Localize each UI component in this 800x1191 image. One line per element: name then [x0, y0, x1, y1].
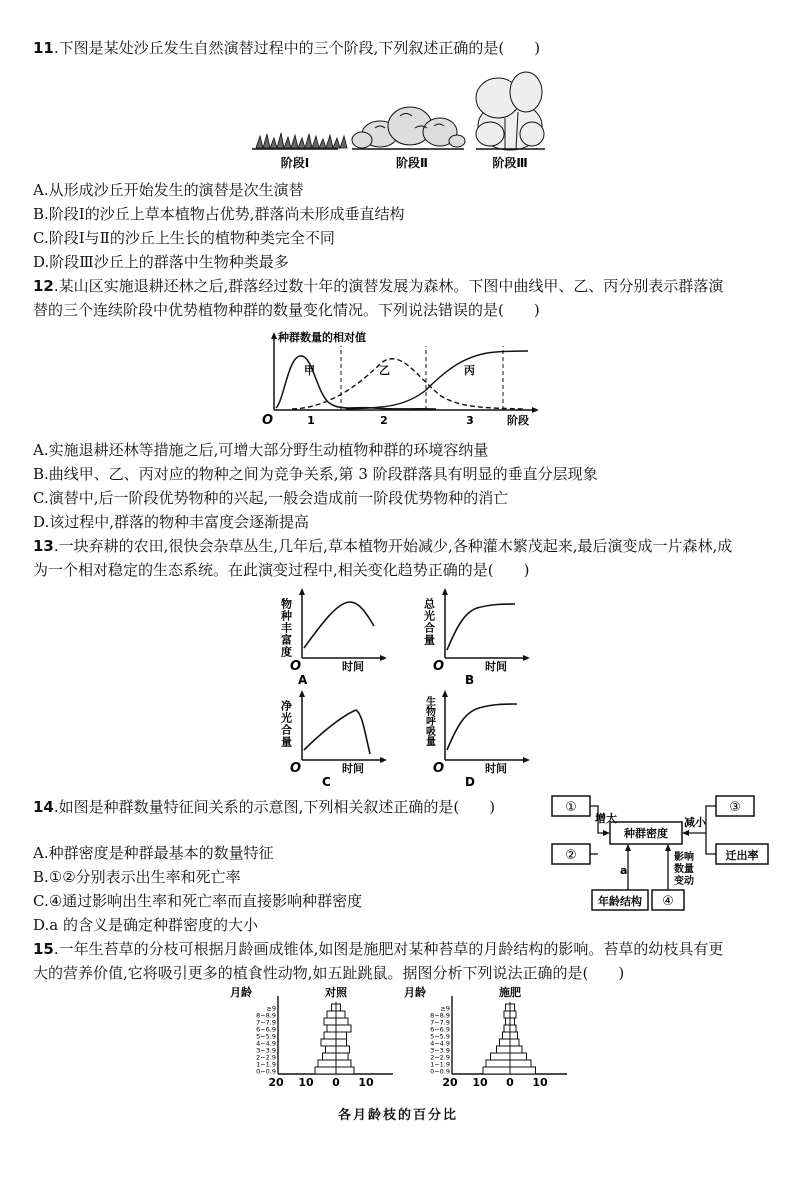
q13-graph-b	[422, 586, 535, 687]
q11-stages-figure	[250, 68, 550, 174]
q15-fertilized-age-label: 4~4.9	[430, 1039, 450, 1048]
q13-graph-a	[279, 586, 392, 687]
q15-fertilized-age-label: 3~3.9	[430, 1046, 450, 1055]
q15-fertilized-tick: 20	[442, 1076, 458, 1089]
svg-text:影响: 影响	[674, 852, 694, 863]
q15-control-bar	[326, 1046, 350, 1053]
q12-tick-2: 2	[380, 414, 388, 427]
svg-text:O: O	[290, 659, 302, 674]
q15-control-age-label: 5~5.9	[256, 1032, 276, 1041]
q15-control-tick: 0	[332, 1076, 340, 1089]
q15-control-bar	[321, 1039, 347, 1046]
q15-stem-line2: 大的营养价值,它将吸引更多的植食性动物,如五趾跳鼠。据图分析下列说法正确的是( )	[33, 964, 625, 982]
q15-control-ylabel: 月龄	[230, 986, 252, 999]
q14-emigration: 迁出率	[725, 849, 759, 862]
q15-fertilized-bar	[491, 1053, 527, 1060]
q15-control-age-label: 2~2.9	[256, 1053, 276, 1062]
q15-control-tick: 10	[358, 1076, 374, 1089]
svg-text:变动: 变动	[674, 876, 694, 887]
q15-control-title: 对照	[325, 986, 347, 999]
q12-option-b: B.曲线甲、乙、丙对应的物种之间为竞争关系,第 3 阶段群落具有明显的垂直分层现象	[33, 465, 598, 483]
q15-fertilized-bar	[486, 1060, 531, 1067]
q12-origin: O	[262, 413, 274, 428]
q13-stem-line2: 为一个相对稳定的生态系统。在此演变过程中,相关变化趋势正确的是( )	[33, 561, 530, 579]
q15-pyramid-fertilized	[402, 988, 572, 1092]
q14-age: 年龄结构	[598, 895, 642, 908]
q15-fertilized-tick: 10	[472, 1076, 488, 1089]
q15-fertilized-title: 施肥	[499, 986, 521, 999]
q14-option-c: C.④通过影响出生率和死亡率而直接影响种群密度	[33, 892, 363, 910]
q15-stem-line1: 15.一年生苔草的分枝可根据月龄画成锥体,如图是施肥对某种苔草的月龄结构的影响。苔草的幼枝具有更	[33, 940, 724, 958]
q11-option-c: C.阶段Ⅰ与Ⅱ的沙丘上生长的植物种类完全不同	[33, 229, 335, 247]
q11-stem: 11.下图是某处沙丘发生自然演替过程中的三个阶段,下列叙述正确的是( )	[33, 39, 541, 57]
q15-control-age-label: 7~7.9	[256, 1018, 276, 1027]
stage3-label: 阶段Ⅲ	[492, 156, 528, 170]
q15-fertilized-age-label: 1~1.9	[430, 1060, 450, 1069]
q15-control-bar	[318, 1060, 351, 1067]
q15-fertilized-tick: 0	[506, 1076, 514, 1089]
stage1-label: 阶段Ⅰ	[280, 156, 310, 170]
q15-fertilized-bar	[483, 1067, 536, 1074]
q12-curve-jia	[276, 356, 436, 409]
q13-graph-d-label: D	[465, 775, 475, 789]
q15-control-age-label: 1~1.9	[256, 1060, 276, 1069]
q12-label-jia: 甲	[304, 364, 315, 377]
stage3-forest-drawing	[476, 72, 545, 150]
q13-stem-line1: 13.一块弃耕的农田,很快会杂草丛生,几年后,草本植物开始减少,各种灌木繁茂起来,最后演变成一片森林,成	[33, 537, 733, 555]
svg-text:总光合量: 总光合量	[422, 598, 436, 646]
q15-fertilized-ylabel: 月龄	[404, 986, 426, 999]
q14-center: 种群密度	[624, 827, 668, 840]
svg-text:时间: 时间	[342, 762, 364, 775]
q15-fertilized-age-label: 2~2.9	[430, 1053, 450, 1062]
q12-curve-bing	[346, 351, 528, 409]
stage2-label: 阶段Ⅱ	[396, 156, 428, 170]
q15-control-age-label: ≥9	[266, 1004, 276, 1013]
q15-control-age-label: 6~6.9	[256, 1025, 276, 1034]
q15-control-age-label: 0~0.9	[256, 1067, 276, 1076]
q12-option-d: D.该过程中,群落的物种丰富度会逐渐提高	[33, 513, 310, 531]
svg-text:时间: 时间	[485, 660, 507, 673]
q15-control-tick: 10	[298, 1076, 314, 1089]
svg-text:O: O	[290, 761, 302, 776]
q12-stem-line2: 替的三个连续阶段中优势植物种群的数量变化情况。下列说法错误的是( )	[33, 301, 540, 319]
svg-text:时间: 时间	[342, 660, 364, 673]
q14-a: a	[620, 864, 628, 877]
q15-caption: 各月龄枝的百分比	[338, 1108, 459, 1123]
q15-pyramid-control	[228, 988, 398, 1092]
q13-graph-c	[279, 688, 392, 789]
stage1-grass-drawing	[252, 133, 347, 149]
q12-succession-chart	[256, 328, 546, 428]
q12-curve-yi	[292, 359, 526, 409]
q12-option-c: C.演替中,后一阶段优势物种的兴起,一般会造成前一阶段优势物种的消亡	[33, 489, 509, 507]
q11-option-d: D.阶段Ⅲ沙丘上的群落中生物种类最多	[33, 253, 289, 271]
q14-option-b: B.①②分别表示出生率和死亡率	[33, 868, 241, 886]
q12-label-yi: 乙	[379, 364, 390, 377]
q15-control-bar	[327, 1025, 351, 1032]
q15-control-age-label: 4~4.9	[256, 1039, 276, 1048]
q15-control-tick: 20	[268, 1076, 284, 1089]
q15-control-bar	[323, 1053, 349, 1060]
q13-graph-d	[425, 688, 535, 788]
q12-option-a: A.实施退耕还林等措施之后,可增大部分野生动植物种群的环境容纳量	[33, 441, 489, 459]
q14-increase: 增大	[595, 812, 617, 825]
q14-option-a: A.种群密度是种群最基本的数量特征	[33, 844, 274, 862]
q15-fertilized-tick: 10	[532, 1076, 548, 1089]
q12-stem-line1: 12.某山区实施退耕还林之后,群落经过数十年的演替发展为森林。下图中曲线甲、乙、丙分别表示群落演	[33, 277, 724, 295]
stage2-shrubs-drawing	[352, 107, 465, 149]
q15-fertilized-age-label: ≥9	[440, 1004, 450, 1013]
q15-fertilized-age-label: 7~7.9	[430, 1018, 450, 1027]
q12-tick-3: 3	[466, 414, 474, 427]
q13-graph-c-label: C	[322, 775, 331, 789]
q14-box4: ④	[662, 894, 674, 909]
q14-box2: ②	[565, 848, 577, 863]
q13-graph-a-label: A	[298, 673, 308, 687]
svg-text:生物呼吸量: 生物呼吸量	[423, 696, 435, 746]
q14-decrease: 减小	[684, 816, 706, 829]
q11-option-a: A.从形成沙丘开始发生的演替是次生演替	[33, 181, 304, 199]
q15-fertilized-age-label: 0~0.9	[430, 1067, 450, 1076]
q11-option-b: B.阶段Ⅰ的沙丘上草本植物占优势,群落尚未形成垂直结构	[33, 205, 405, 223]
q14-box3: ③	[729, 800, 741, 815]
q14-option-d: D.a 的含义是确定种群密度的大小	[33, 916, 258, 934]
q14-box1: ①	[565, 800, 577, 815]
q15-control-bar	[315, 1067, 354, 1074]
q15-fertilized-bar	[500, 1039, 520, 1046]
svg-text:O: O	[433, 761, 445, 776]
svg-text:净光合量: 净光合量	[279, 700, 293, 748]
q12-ylabel: 种群数量的相对值	[278, 331, 366, 344]
q15-fertilized-age-label: 8~8.9	[430, 1011, 450, 1020]
q12-label-bing: 丙	[464, 364, 475, 377]
svg-text:时间: 时间	[485, 762, 507, 775]
q15-fertilized-age-label: 5~5.9	[430, 1032, 450, 1041]
q15-fertilized-bar	[497, 1046, 523, 1053]
svg-text:物种丰富度: 物种丰富度	[279, 598, 293, 658]
q14-population-diagram	[548, 792, 780, 916]
svg-text:O: O	[433, 659, 445, 674]
q15-control-age-label: 8~8.9	[256, 1011, 276, 1020]
svg-text:数量: 数量	[674, 864, 694, 875]
q13-graph-b-label: B	[465, 673, 475, 687]
q15-control-bar	[324, 1032, 347, 1039]
q15-control-age-label: 3~3.9	[256, 1046, 276, 1055]
q12-xlabel: 阶段	[507, 414, 529, 427]
q15-fertilized-age-label: 6~6.9	[430, 1025, 450, 1034]
q14-stem: 14.如图是种群数量特征间关系的示意图,下列相关叙述正确的是( )	[33, 798, 496, 816]
q12-tick-1: 1	[307, 414, 315, 427]
